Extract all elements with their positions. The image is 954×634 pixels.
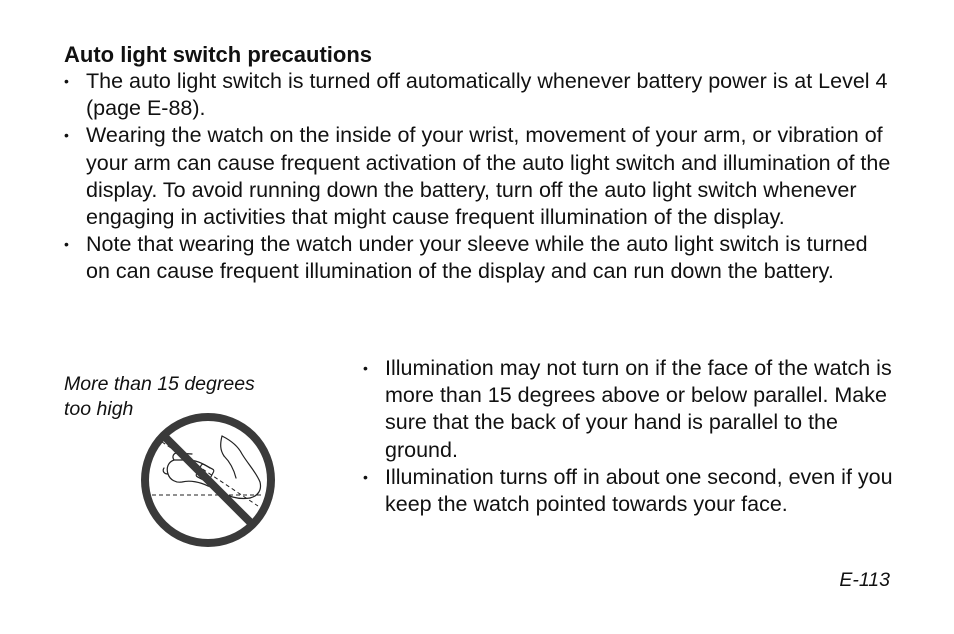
list-item-text: The auto light switch is turned off automatically whenever battery power is at Level 4 (page E-88). bbox=[86, 69, 888, 121]
bullet-icon: • bbox=[363, 360, 368, 376]
bullet-icon: • bbox=[64, 73, 69, 89]
list-item-text: Illumination turns off in about one second, even if you keep the watch pointed towards your face. bbox=[385, 464, 893, 517]
notes-list bbox=[363, 355, 903, 518]
list-item-text: Illumination may not turn on if the face of the watch is more than 15 degrees above or below parallel. Make sure that the back of your hand is parallel to the ground. bbox=[385, 356, 892, 462]
list-item bbox=[363, 355, 903, 464]
figure-caption-line: More than 15 degrees bbox=[64, 373, 255, 395]
list-item-text: Note that wearing the watch under your sleeve while the auto light switch is turned on can cause frequent illumination of the display and can run down the battery. bbox=[86, 232, 868, 284]
bullet-icon: • bbox=[64, 127, 69, 144]
bullet-icon: • bbox=[64, 236, 69, 253]
prohibited-wrist-angle-icon bbox=[138, 410, 278, 550]
list-item bbox=[64, 231, 894, 285]
precautions-list bbox=[64, 68, 894, 286]
section-heading: Auto light switch precautions bbox=[64, 42, 373, 67]
bullet-icon: • bbox=[363, 468, 368, 485]
list-item-text: Wearing the watch on the inside of your wrist, movement of your arm, or vibration of your arm can cause frequent activation of the auto light switch and illumination of the display. To avoid running down the battery, turn off the auto light switch whenever engaging in activities that might cause frequent illumination of the display. bbox=[86, 123, 891, 230]
list-item bbox=[64, 122, 894, 231]
list-item bbox=[64, 68, 894, 122]
page-number: E-113 bbox=[839, 569, 890, 591]
figure-caption-line: too high bbox=[64, 397, 134, 420]
list-item bbox=[363, 464, 903, 518]
